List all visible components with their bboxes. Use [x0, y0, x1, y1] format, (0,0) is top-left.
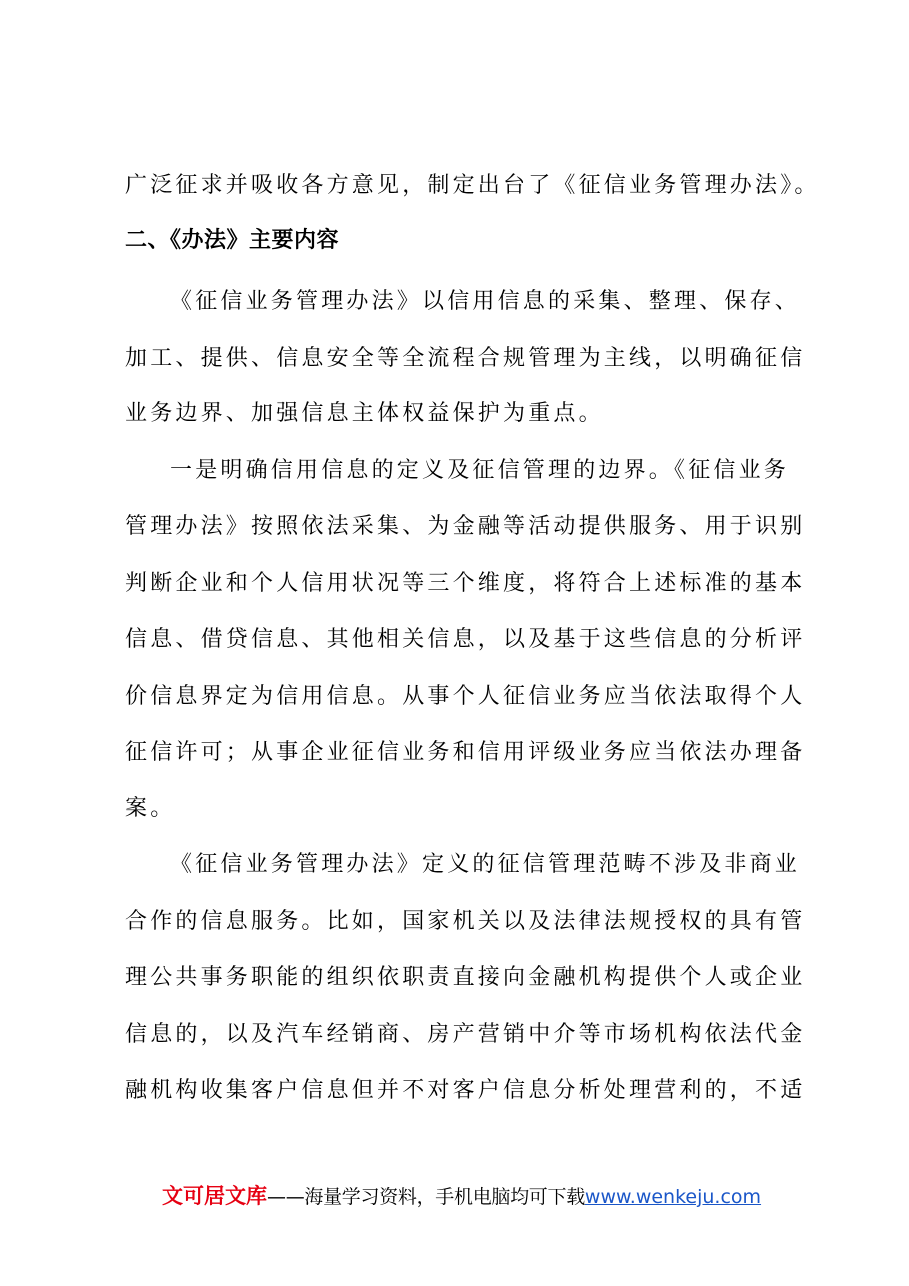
body-line-8: 信息、借贷信息、其他相关信息，以及基于这些信息的分析评: [125, 627, 806, 652]
body-line-5: 一是明确信用信息的定义及征信管理的边界。《征信业务: [170, 458, 790, 483]
footer-brand: 文可居文库: [162, 1184, 267, 1208]
body-line-9: 价信息界定为信用信息。从事个人征信业务应当依法取得个人: [125, 684, 806, 709]
footer-slogan: ——海量学习资料，手机电脑均可下载: [267, 1186, 585, 1208]
body-line-14: 理公共事务职能的组织依职责直接向金融机构提供个人或企业: [125, 965, 806, 990]
body-line-2: 《征信业务管理办法》以信用信息的采集、整理、保存、: [170, 289, 801, 314]
section-heading: 二、《办法》主要内容: [125, 228, 340, 253]
body-line-10: 征信许可；从事企业征信业务和信用评级业务应当依法办理备: [125, 740, 806, 765]
body-line-12: 《征信业务管理办法》定义的征信管理范畴不涉及非商业: [170, 852, 801, 877]
body-line-15: 信息的，以及汽车经销商、房产营销中介等市场机构依法代金: [125, 1022, 806, 1047]
body-line-4: 业务边界、加强信息主体权益保护为重点。: [125, 401, 604, 426]
body-line-1: 广泛征求并吸收各方意见，制定出台了《征信业务管理办法》。: [125, 173, 820, 198]
body-line-7: 判断企业和个人信用状况等三个维度，将符合上述标准的基本: [125, 571, 806, 596]
body-line-13: 合作的信息服务。比如，国家机关以及法律法规授权的具有管: [125, 909, 806, 934]
body-line-16: 融机构收集客户信息但并不对客户信息分析处理营利的，不适: [125, 1078, 806, 1103]
body-line-11: 案。: [125, 796, 176, 821]
body-line-3: 加工、提供、信息安全等全流程合规管理为主线，以明确征信: [125, 346, 806, 371]
footer-website-link[interactable]: www.wenkeju.com: [584, 1186, 762, 1208]
body-line-6: 管理办法》按照依法采集、为金融等活动提供服务、用于识别: [125, 514, 806, 539]
footer-banner: [162, 1182, 761, 1211]
